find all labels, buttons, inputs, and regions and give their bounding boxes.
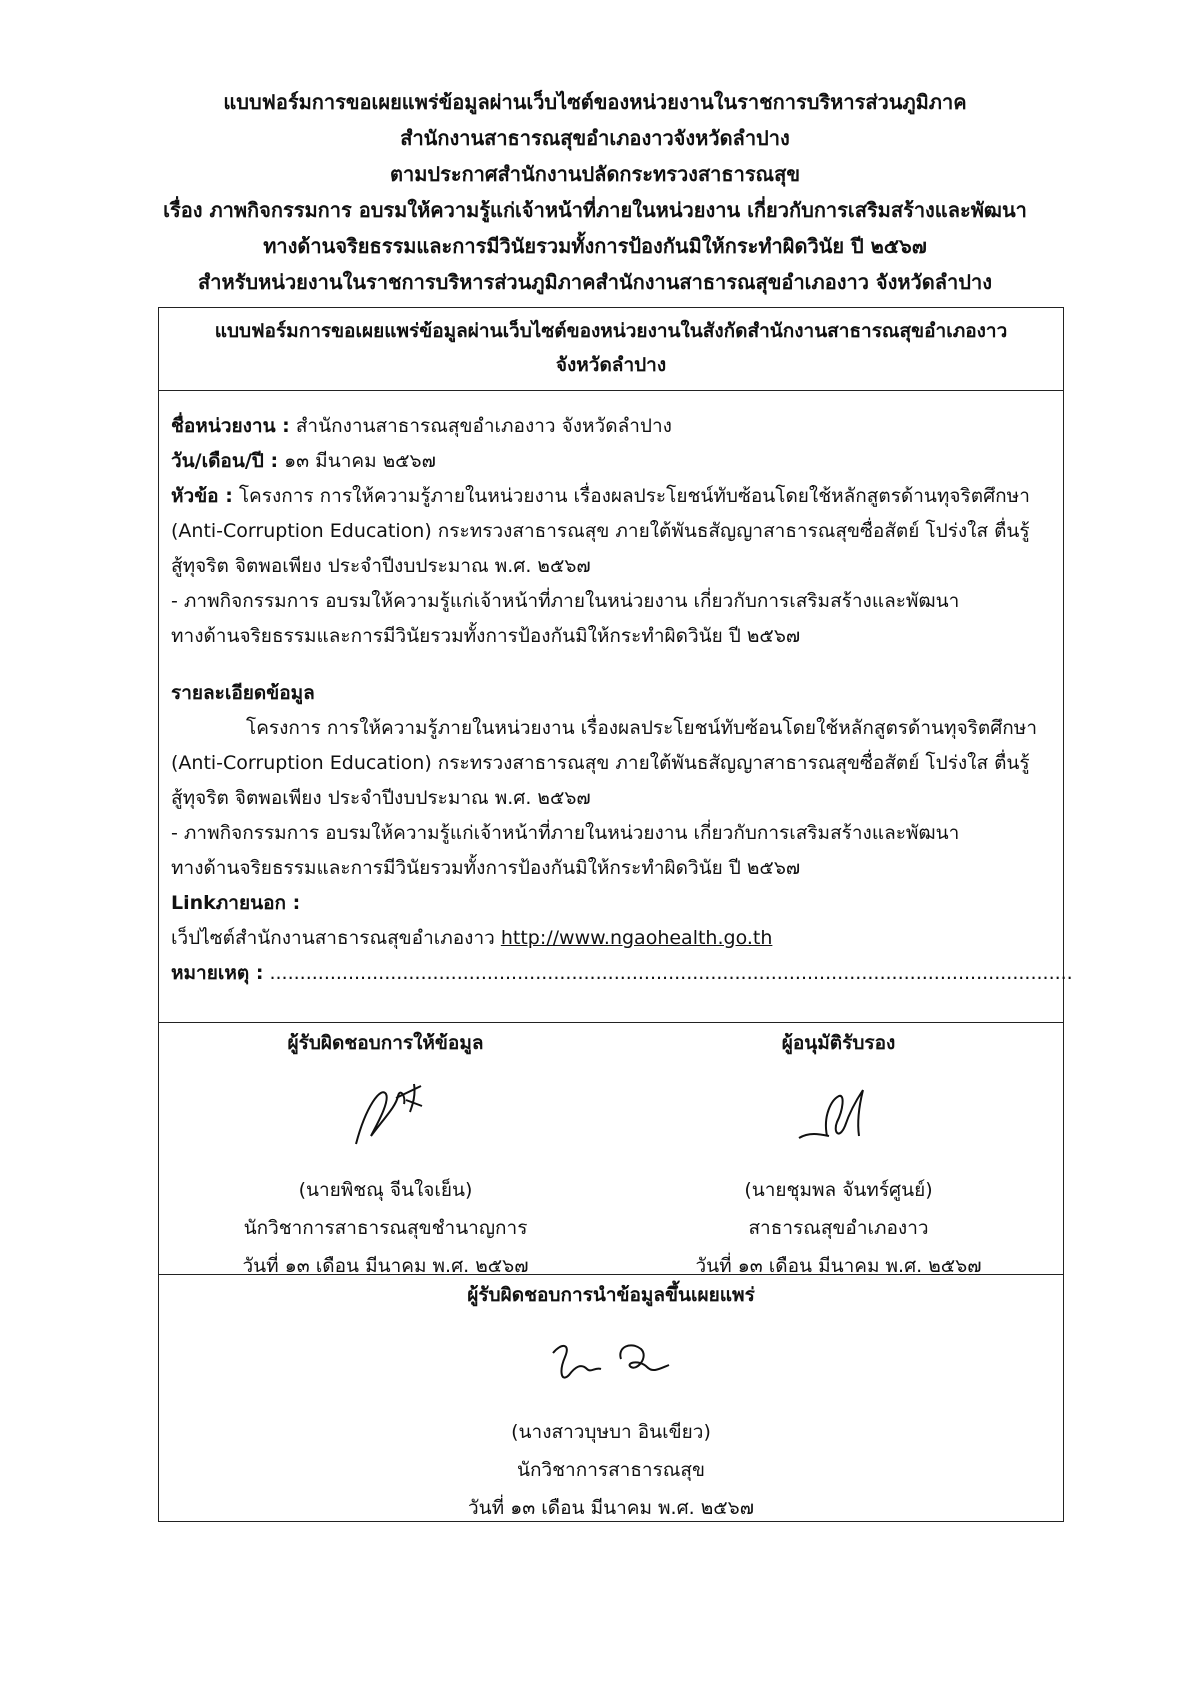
publisher-date: วันที่ ๑๓ เดือน มีนาคม พ.ศ. ๒๕๖๗: [468, 1497, 754, 1519]
topic-line-5: ทางด้านจริยธรรมและการมีวินัยรวมทั้งการป้องกันมิให้กระทำผิดวินัย ปี ๒๕๖๗: [171, 625, 801, 647]
topic-line-4: - ภาพกิจกรรมการ อบรมให้ความรู้แก่เจ้าหน้าที่ภายในหน่วยงาน เกี่ยวกับการเสริมสร้างและพัฒนา: [171, 590, 960, 612]
approver-position: สาธารณสุขอำเภองาว: [748, 1217, 929, 1239]
header-line-1: แบบฟอร์มการขอเผยแพร่ข้อมูลผ่านเว็บไซต์ของหน่วยงานในราชการบริหารส่วนภูมิภาค: [223, 90, 967, 114]
form-title-row: [159, 308, 1063, 391]
note-label: หมายเหตุ :: [171, 962, 264, 984]
form-info-row: [159, 391, 1073, 1023]
topic-label: หัวข้อ :: [171, 485, 233, 507]
detail-label: รายละเอียดข้อมูล: [171, 682, 315, 704]
unit-label: ชื่อหน่วยงาน :: [171, 415, 290, 437]
publisher-role: ผู้รับผิดชอบการนำข้อมูลขึ้นเผยแพร่: [467, 1284, 755, 1306]
informant-position: นักวิชาการสาธารณสุขชำนาญการ: [243, 1217, 528, 1239]
detail-line-4: - ภาพกิจกรรมการ อบรมให้ความรู้แก่เจ้าหน้าที่ภายในหน่วยงาน เกี่ยวกับการเสริมสร้างและพัฒนา: [171, 822, 960, 844]
form-title-line-2: จังหวัดลำปาง: [555, 354, 667, 376]
approver-signature-block: [612, 1023, 1065, 1285]
note-line: [171, 956, 1073, 991]
unit-line: [171, 409, 1051, 444]
link-prefix: เว็ปไซต์สำนักงานสาธารณสุขอำเภองาว: [171, 927, 501, 949]
signature-row: [159, 1023, 1063, 1275]
informant-signature-block: [159, 1023, 612, 1285]
form-title-line-1: แบบฟอร์มการขอเผยแพร่ข้อมูลผ่านเว็บไซต์ของหน่วยงานในสังกัดสำนักงานสาธารณสุขอำเภองาว: [214, 320, 1008, 342]
topic-text-1: โครงการ การให้ความรู้ภายในหน่วยงาน เรื่องผลประโยชน์ทับซ้อนโดยใช้หลักสูตรด้านทุจริตศึกษา: [232, 485, 1030, 507]
form-table: [158, 307, 1073, 1522]
detail-line-5: ทางด้านจริยธรรมและการมีวินัยรวมทั้งการป้องกันมิให้กระทำผิดวินัย ปี ๒๕๖๗: [171, 857, 801, 879]
informant-name: (นายพิชณุ จีนใจเย็น): [298, 1179, 473, 1201]
document-header: [0, 84, 1190, 300]
unit-value: สำนักงานสาธารณสุขอำเภองาว จังหวัดลำปาง: [289, 415, 672, 437]
publisher-position: นักวิชาการสาธารณสุข: [516, 1459, 706, 1481]
topic-line-2: (Anti-Corruption Education) กระทรวงสาธารณสุข ภายใต้พันธสัญญาสาธารณสุขซื่อสัตย์ โปร่งใส ตื่นรู้: [171, 520, 1030, 542]
informant-signature: [159, 1061, 612, 1171]
publisher-name: (นางสาวบุษบา อินเขียว): [511, 1421, 711, 1443]
date-line: [171, 444, 1051, 479]
header-line-2: สำนักงานสาธารณสุขอำเภองาวจังหวัดลำปาง: [400, 126, 790, 150]
header-line-4: เรื่อง ภาพกิจกรรมการ อบรมให้ความรู้แก่เจ้าหน้าที่ภายในหน่วยงาน เกี่ยวกับการเสริมสร้างและพัฒนา: [163, 198, 1027, 222]
link-label: Linkภายนอก :: [171, 892, 301, 914]
link-line: [171, 921, 1051, 956]
header-line-5: ทางด้านจริยธรรมและการมีวินัยรวมทั้งการป้องกันมิให้กระทำผิดวินัย ปี ๒๕๖๗: [263, 234, 927, 258]
topic-line-3: สู้ทุจริต จิตพอเพียง ประจำปีงบประมาณ พ.ศ. ๒๕๖๗: [171, 555, 591, 577]
header-line-6: สำหรับหน่วยงานในราชการบริหารส่วนภูมิภาคสำนักงานสาธารณสุขอำเภองาว จังหวัดลำปาง: [198, 270, 992, 294]
approver-signature: [612, 1061, 1065, 1171]
date-label: วัน/เดือน/ปี :: [171, 450, 279, 472]
approver-name: (นายชุมพล จันทร์ศูนย์): [744, 1179, 933, 1201]
detail-line-2: (Anti-Corruption Education) กระทรวงสาธารณสุข ภายใต้พันธสัญญาสาธารณสุขซื่อสัตย์ โปร่งใส ตื่นรู้: [171, 752, 1030, 774]
approver-role: ผู้อนุมัติรับรอง: [781, 1032, 896, 1054]
informant-date: วันที่ ๑๓ เดือน มีนาคม พ.ศ. ๒๕๖๗: [242, 1255, 529, 1277]
topic-line-1: [171, 479, 1051, 514]
informant-role: ผู้รับผิดชอบการให้ข้อมูล: [287, 1032, 484, 1054]
note-dots: .....................................................................................................................................: [263, 962, 1073, 984]
publisher-signature: [159, 1313, 1063, 1413]
publisher-row: [159, 1275, 1063, 1523]
website-link[interactable]: http://www.ngaohealth.go.th: [500, 927, 773, 949]
detail-line-1: โครงการ การให้ความรู้ภายในหน่วยงาน เรื่องผลประโยชน์ทับซ้อนโดยใช้หลักสูตรด้านทุจริตศึกษา: [246, 717, 1038, 739]
detail-line-3: สู้ทุจริต จิตพอเพียง ประจำปีงบประมาณ พ.ศ. ๒๕๖๗: [171, 787, 591, 809]
approver-date: วันที่ ๑๓ เดือน มีนาคม พ.ศ. ๒๕๖๗: [695, 1255, 982, 1277]
header-line-3: ตามประกาศสำนักงานปลัดกระทรวงสาธารณสุข: [389, 162, 800, 186]
date-value: ๑๓ มีนาคม ๒๕๖๗: [278, 450, 436, 472]
